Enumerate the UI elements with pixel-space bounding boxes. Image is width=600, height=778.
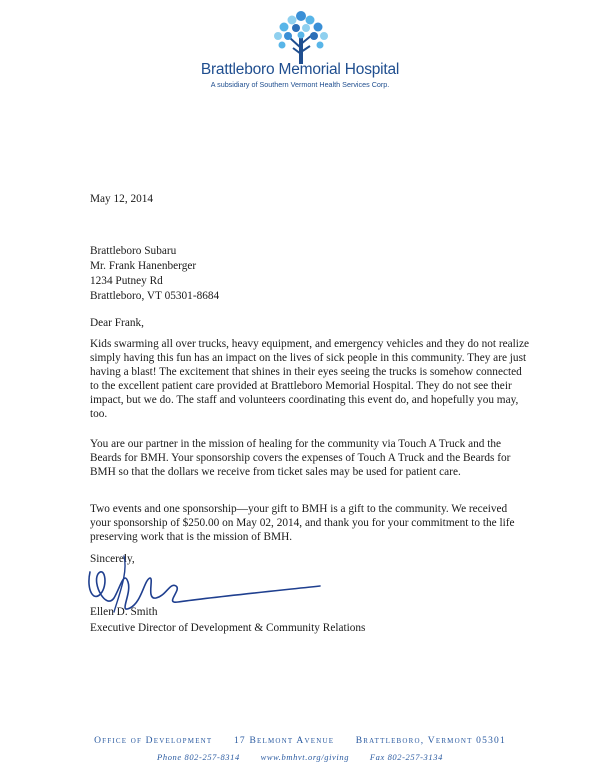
recipient-city: Brattleboro, VT 05301-8684 — [90, 290, 220, 302]
signer-name: Ellen D. Smith — [90, 606, 158, 618]
recipient-address — [90, 244, 219, 304]
letter-date: May 12, 2014 — [90, 193, 154, 205]
tree-logo-icon — [270, 8, 332, 66]
body-paragraph-2: You are our partner in the mission of healing for the community via Touch A Truck and the Beards for BMH. Your sponsorship covers the expenses of Touch A Truck and the Beards for BMH so that the dollars we receive from ticket sales may be used for patient care. — [90, 438, 511, 478]
organization-subsidiary-line: A subsidiary of Southern Vermont Health Services Corp. — [210, 80, 390, 89]
footer-city: Brattleboro, Vermont 05301 — [355, 736, 506, 746]
body-paragraph-1: Kids swarming all over trucks, heavy equipment, and emergency vehicles and they do not realize simply having this fun has an impact on the lives of sick people in this community. They are just having a blast! The excitement that shines in their eyes seeing the trucks is somehow connected to the excellent patient care provided at Brattleboro Memorial Hospital. They do not see their impact, but we do. The staff and volunteers coordinating this event do, and hopefully you may, too. — [90, 338, 529, 420]
footer-contact-line — [0, 752, 600, 762]
footer-phone: Phone 802-257-8314 — [157, 752, 240, 762]
footer-office: Office of Development — [94, 736, 213, 746]
salutation: Dear Frank, — [90, 317, 144, 329]
footer-fax: Fax 802-257-3134 — [369, 752, 443, 762]
footer-street: 17 Belmont Avenue — [233, 736, 335, 746]
footer-web: www.bmhvt.org/giving — [260, 752, 350, 762]
organization-name: Brattleboro Memorial Hospital — [200, 61, 400, 78]
closing: Sincerely, — [90, 553, 135, 565]
signer-title: Executive Director of Development & Community Relations — [90, 622, 366, 634]
body-paragraph-3: Two events and one sponsorship—your gift to BMH is a gift to the community. We received your sponsorship of $250.00 on May 02, 2014, and thank you for your commitment to the life preserving work that is the mission of BMH. — [90, 503, 515, 543]
recipient-name: Mr. Frank Hanenberger — [90, 260, 197, 272]
recipient-street: 1234 Putney Rd — [90, 275, 163, 287]
recipient-company: Brattleboro Subaru — [90, 245, 177, 257]
footer-address-line — [0, 736, 600, 746]
